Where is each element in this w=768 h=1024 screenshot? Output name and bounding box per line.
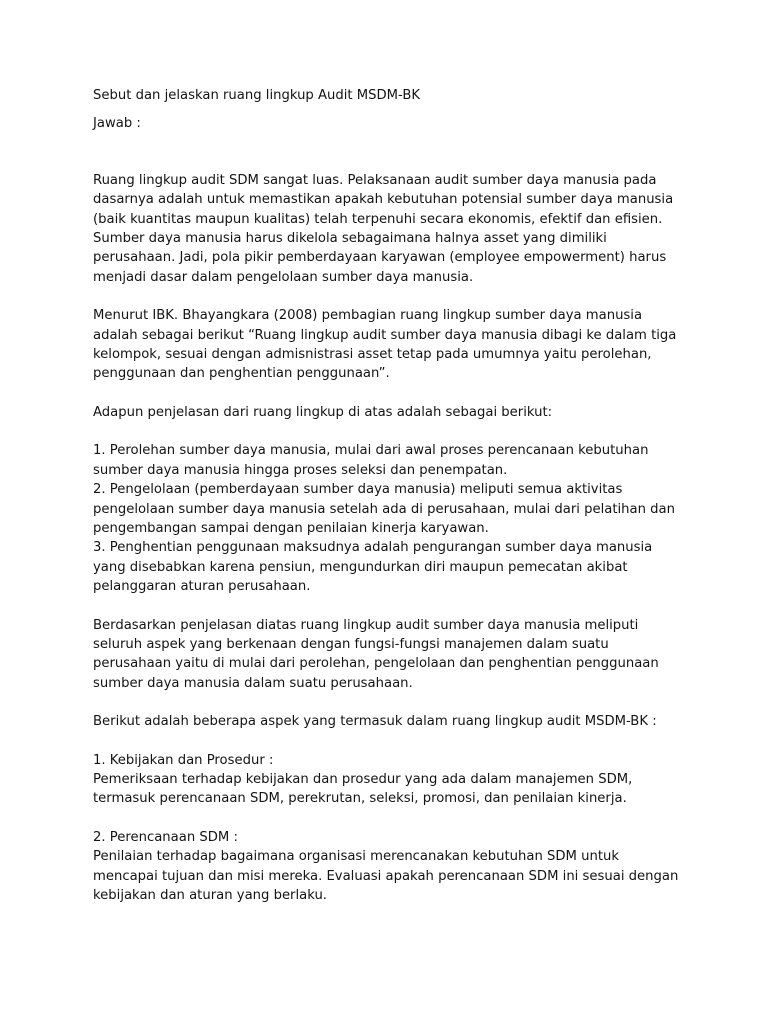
- list-item-pengelolaan: 2. Pengelolaan (pemberdayaan sumber daya manusia) meliputi semua aktivitas pengelolaan sumber daya manusia setelah ada di perusahaan, mulai dari pelatihan dan pengembangan sampai dengan penilaian kinerja karyawan.: [93, 482, 675, 536]
- list-item-penghentian: 3. Penghentian penggunaan maksudnya adalah pengurangan sumber daya manusia yang disebabkan karena pensiun, mengundurkan diri maupun pemecatan akibat pelanggaran aturan perusahaan.: [93, 540, 653, 595]
- paragraph-conclusion: Berdasarkan penjelasan diatas ruang lingkup audit sumber daya manusia meliputi seluruh aspek yang berkenaan dengan fungsi-fungsi manajemen dalam suatu perusahaan yaitu di mulai dari perolehan, pengelolaan dan penghentian penggunaan sumber daya manusia dalam suatu perusahaan.: [93, 617, 659, 691]
- document-body: [93, 86, 683, 905]
- paragraph-scope-intro: Ruang lingkup audit SDM sangat luas. Pelaksanaan audit sumber daya manusia pada dasarnya adalah untuk memastikan apakah kebutuhan potensial sumber daya manusia (baik kuantitas maupun kualitas) telah terpenuhi secara ekonomis, efektif dan efisien. Sumber daya manusia harus dikelola sebagaimana halnya asset yang dimiliki perusahaan. Jadi, pola pikir pemberdayaan karyawan (employee empowerment) harus menjadi dasar dalam pengelolaan sumber daya manusia.: [93, 172, 674, 285]
- answer-label: Jawab :: [93, 116, 141, 132]
- aspect-text-kebijakan: Pemeriksaan terhadap kebijakan dan prosedur yang ada dalam manajemen SDM, termasuk perencanaan SDM, perekrutan, seleksi, promosi, dan penilaian kinerja.: [93, 771, 633, 807]
- list-item-perolehan: 1. Perolehan sumber daya manusia, mulai dari awal proses perencanaan kebutuhan sumber daya manusia hingga proses seleksi dan penempatan.: [93, 443, 649, 478]
- question-title: Sebut dan jelaskan ruang lingkup Audit MSDM-BK: [93, 88, 421, 103]
- aspect-heading-perencanaan: 2. Perencanaan SDM :: [93, 829, 238, 845]
- paragraph-aspects-intro: Berikut adalah beberapa aspek yang termasuk dalam ruang lingkup audit MSDM-BK :: [93, 714, 657, 730]
- paragraph-bhayangkara-quote: Menurut IBK. Bhayangkara (2008) pembagian ruang lingkup sumber daya manusia adalah sebagai berikut “Ruang lingkup audit sumber daya manusia dibagi ke dalam tiga kelompok, sesuai dengan admisnistrasi asset tetap pada umumnya yaitu perolehan, penggunaan dan penghentian penggunaan”.: [93, 308, 677, 382]
- aspect-heading-kebijakan: 1. Kebijakan dan Prosedur :: [93, 752, 274, 768]
- paragraph-explanation-intro: Adapun penjelasan dari ruang lingkup di atas adalah sebagai berikut:: [93, 404, 553, 420]
- aspect-text-perencanaan: Penilaian terhadap bagaimana organisasi merencanakan kebutuhan SDM untuk mencapai tujuan dan misi mereka. Evaluasi apakah perencanaan SDM ini sesuai dengan kebijakan dan aturan yang berlaku.: [93, 849, 679, 903]
